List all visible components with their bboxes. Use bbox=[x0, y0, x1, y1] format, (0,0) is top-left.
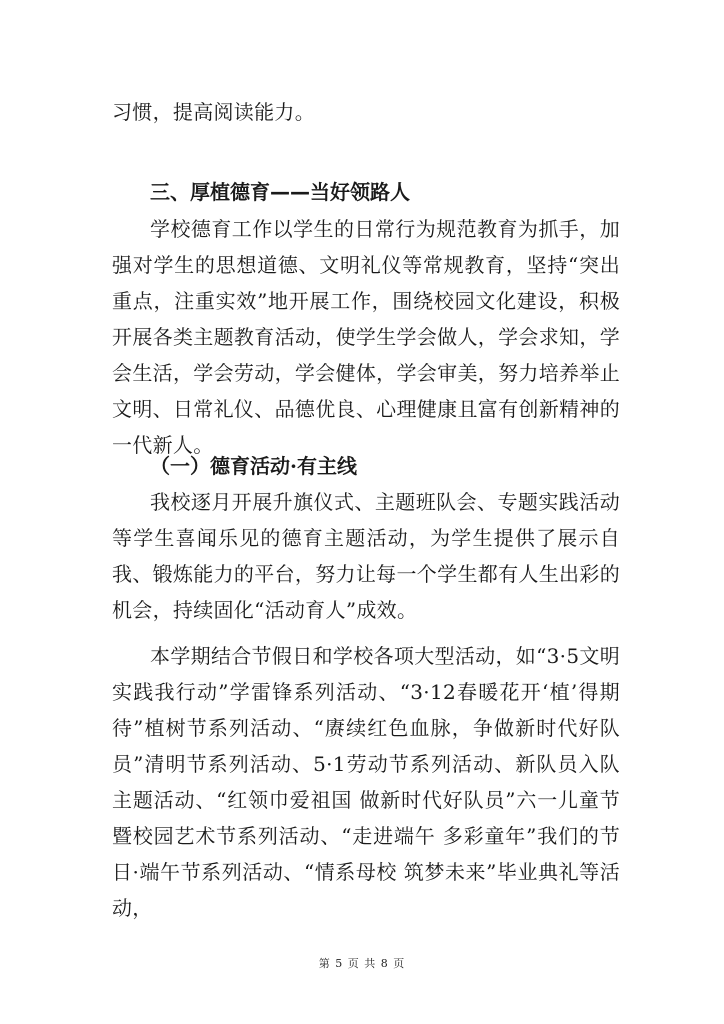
page-number-footer: 第 5 页 共 8 页 bbox=[318, 957, 406, 970]
section-heading: 三、厚植德育——当好领路人 bbox=[150, 180, 410, 204]
paragraph-semester: 本学期结合节假日和学校各项大型活动，如“3·5文明实践我行动”学雷锋系列活动、“3·12春暖花开‘植’得期待”植树节系列活动、“赓续红色血脉，争做新时代好队员”清明节系列活动、5·1劳动节系列活动、新队员入队主题活动、“红领巾爱祖国 做新时代好队员”六一儿童节暨校园艺术节系列活动、“走进端午 多彩童年”我们的节日·端午节系列活动、“情系母校 筑梦未来”毕业典礼等活动， bbox=[112, 644, 620, 920]
paragraph-activities: 我校逐月开展升旗仪式、主题班队会、专题实践活动等学生喜闻乐见的德育主题活动，为学生提供了展示自我、锻炼能力的平台，努力让每一个学生都有人生出彩的机会，持续固化“活动育人”成效。 bbox=[112, 490, 620, 622]
paragraph-moral-education: 学校德育工作以学生的日常行为规范教育为抓手，加强对学生的思想道德、文明礼仪等常规教育，坚持“突出重点，注重实效”地开展工作，围绕校园文化建设，积极开展各类主题教育活动，使学生学会做人，学会求知，学会生活，学会劳动，学会健体，学会审美，努力培养举止文明、日常礼仪、品德优良、心理健康且富有创新精神的一代新人。 bbox=[112, 217, 620, 457]
paragraph-continued: 习惯，提高阅读能力。 bbox=[112, 100, 315, 124]
subsection-heading: （一）德育活动·有主线 bbox=[150, 454, 357, 478]
